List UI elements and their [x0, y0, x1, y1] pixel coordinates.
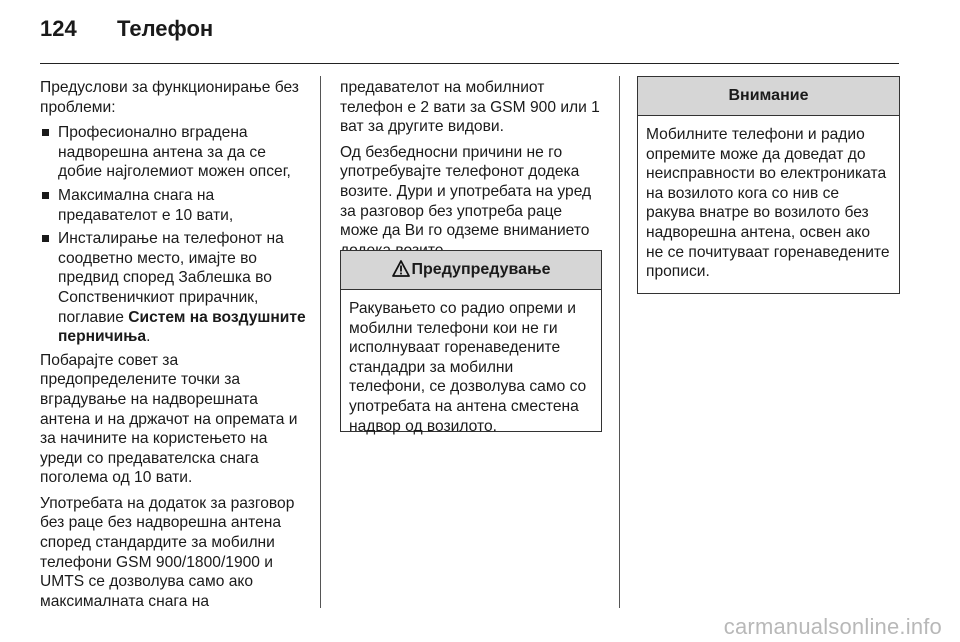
- chapter-title: Телефон: [117, 16, 214, 41]
- column-middle: [340, 78, 602, 266]
- column-divider: [320, 76, 321, 608]
- page-number: 124: [40, 16, 77, 41]
- warning-body: Ракувањето со радио опреми и мобилни телефони кои не ги исполнуваат горенаведените стандадри за мобилни телефони, се дозволува само со употребата на антена сместена надвор од возилото.: [349, 300, 587, 435]
- column-divider: [619, 76, 620, 608]
- warning-title: Предупредување: [411, 261, 551, 278]
- warning-box: [340, 250, 602, 435]
- handsfree-paragraph: Употребата на додаток за разговор без раце без надворешна антена според стандардите за мобилни телефони GSM 900/1800/1900 и UMTS се дозволува само ако максималната снага на: [40, 494, 295, 610]
- airbag-chapter-reference: Систем на воздушните перничиња: [58, 308, 306, 346]
- safety-paragraph: Од безбедносни причини не го употребувајте телефонот додека возите. Дури и употребата на уред за разговор без употреба раце може да Ви го одземе вниманието: [340, 143, 592, 240]
- advice-paragraph: Побарајте совет за предопределените точки за вградување на надворешната антена и на држачот на опремата и за начините на користењето на уреди со предавателска снага поголема од 10 вати.: [40, 351, 298, 487]
- requirements-list: [40, 123, 308, 347]
- bullet-square-icon: [42, 235, 49, 242]
- page-header: [40, 16, 920, 50]
- bullet-square-icon: [42, 192, 49, 199]
- intro-paragraph: Предуслови за функционирање без проблеми:: [40, 79, 299, 116]
- warning-box-header: [341, 251, 601, 290]
- list-item: Максимална снага на предавателот е 10 вати,: [40, 186, 308, 225]
- warning-triangle-icon: [392, 260, 410, 277]
- bullet-square-icon: [42, 129, 49, 136]
- header-rule: [40, 63, 899, 64]
- notice-body: Мобилните телефони и радио опремите може да доведат до неисправности во електрониката на возилото кога со нив се ракува внатре во возилото без надворешна антена, освен ако не се почитуваат горенаведените прописи.: [646, 126, 890, 281]
- watermark: carmanualsonline.info: [723, 614, 942, 639]
- column-left: [40, 78, 308, 617]
- list-item: Професионално вградена надворешна антена за да се добие најголемиот можен опсег,: [40, 123, 308, 182]
- power-paragraph: предавателот на мобилниот телефон е 2 вати за GSM 900 или 1 ват за другите видови.: [340, 79, 600, 136]
- notice-title: Внимание: [638, 77, 899, 116]
- notice-box: [637, 76, 900, 294]
- list-item: Инсталирање на телефонот на соодветно место, имајте во предвид според Заблешка во Сопственичкиот прирачник, поглавие Систем на воздушните перничиња.: [40, 229, 308, 347]
